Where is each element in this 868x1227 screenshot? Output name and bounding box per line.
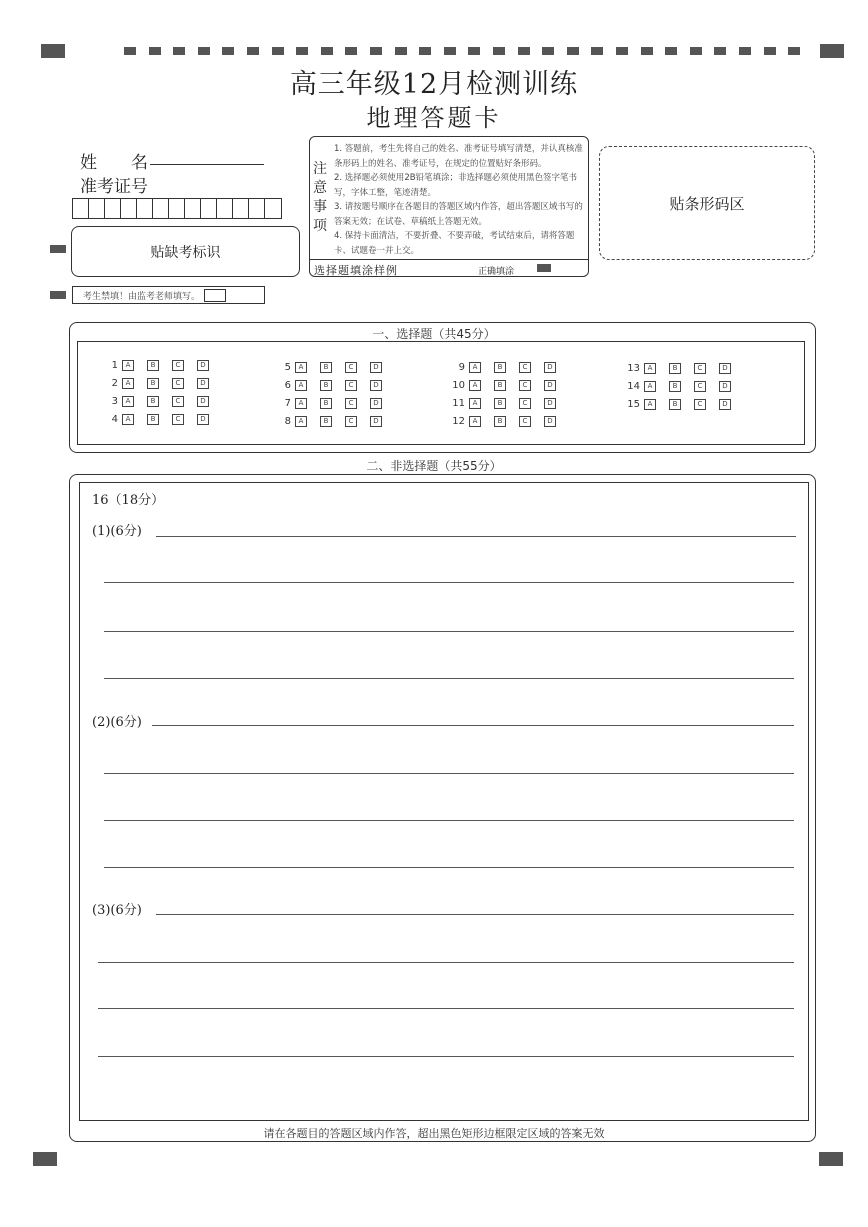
timing-mark [641, 47, 653, 55]
timing-mark [493, 47, 505, 55]
mc-option-c-bubble[interactable]: C [345, 398, 357, 409]
timing-mark [739, 47, 751, 55]
mc-option-a-bubble[interactable]: A [295, 416, 307, 427]
part-2-label: (2)(6分) [92, 715, 142, 730]
corner-mark-top-left [41, 44, 65, 58]
timing-mark [567, 47, 579, 55]
mc-question-14 [620, 381, 744, 392]
mc-question-10 [445, 380, 569, 391]
mc-option-a-bubble[interactable]: A [469, 398, 481, 409]
timing-mark [444, 47, 456, 55]
mc-option-b-bubble[interactable]: B [494, 398, 506, 409]
mc-question-number: 2 [111, 378, 118, 389]
mc-question-6 [271, 380, 395, 391]
timing-mark [518, 47, 530, 55]
mc-option-d-bubble[interactable]: D [719, 381, 731, 392]
notice-item: 4. 保持卡面清洁，不要折叠、不要弄破，考试结束后，请将答题卡、试题卷一并上交。 [334, 231, 575, 256]
timing-mark [542, 47, 554, 55]
mc-option-b-bubble[interactable]: B [494, 362, 506, 373]
mc-option-b-bubble[interactable]: B [320, 362, 332, 373]
mc-question-15 [620, 399, 744, 410]
mc-question-9 [445, 362, 569, 373]
mc-question-3 [98, 396, 222, 407]
mc-option-b-bubble[interactable]: B [494, 380, 506, 391]
timing-mark [665, 47, 677, 55]
mc-question-13 [620, 363, 744, 374]
notice-item: 2. 选择题必须使用2B铅笔填涂；非选择题必须使用黑色签字笔书写，字体工整，笔迹清楚。 [334, 173, 578, 198]
absent-label-text: 贴缺考标识 [150, 244, 221, 261]
mc-option-d-bubble[interactable]: D [370, 398, 382, 409]
mc-option-c-bubble[interactable]: C [172, 396, 184, 407]
mc-option-a-bubble[interactable]: A [122, 378, 134, 389]
timing-mark [788, 47, 800, 55]
mc-option-d-bubble[interactable]: D [197, 378, 209, 389]
barcode-label: 贴条形码区 [669, 194, 745, 213]
mc-question-number: 11 [452, 398, 465, 409]
mc-option-a-bubble[interactable]: A [469, 416, 481, 427]
mc-option-a-bubble[interactable]: A [295, 380, 307, 391]
mc-option-c-bubble[interactable]: C [345, 362, 357, 373]
mc-question-number: 1 [111, 360, 118, 371]
timing-mark [321, 47, 333, 55]
mc-question-number: 5 [284, 362, 291, 373]
mc-section-title: 一、选择题（共45分） [372, 327, 496, 341]
open-section-title: 二、非选择题（共55分） [0, 457, 868, 474]
timing-mark [173, 47, 185, 55]
proctor-note-text: 考生禁填！由监考老师填写。 [83, 291, 201, 302]
mc-question-number: 6 [284, 380, 291, 391]
mc-option-c-bubble[interactable]: C [172, 360, 184, 371]
mc-option-c-bubble[interactable]: C [694, 381, 706, 392]
part-1-label: (1)(6分) [92, 524, 142, 539]
mc-answer-frame [77, 341, 805, 445]
notice-items [334, 142, 584, 258]
mc-option-d-bubble[interactable]: D [197, 360, 209, 371]
timing-mark [764, 47, 776, 55]
mc-option-d-bubble[interactable]: D [544, 416, 556, 427]
answer-line[interactable] [152, 725, 794, 726]
mc-option-d-bubble[interactable]: D [544, 362, 556, 373]
mc-option-a-bubble[interactable]: A [644, 381, 656, 392]
timing-mark [247, 47, 259, 55]
mc-question-number: 13 [627, 363, 640, 374]
mc-option-c-bubble[interactable]: C [694, 363, 706, 374]
mc-option-b-bubble[interactable]: B [669, 363, 681, 374]
mc-option-b-bubble[interactable]: B [147, 360, 159, 371]
open-answer-frame [79, 482, 809, 1121]
timing-mark [591, 47, 603, 55]
answer-line[interactable] [98, 962, 794, 963]
mc-option-c-bubble[interactable]: C [172, 414, 184, 425]
mc-option-c-bubble[interactable]: C [694, 399, 706, 410]
part-3-label: (3)(6分) [92, 903, 142, 918]
mc-option-d-bubble[interactable]: D [370, 380, 382, 391]
mc-question-4 [98, 414, 222, 425]
timing-mark [124, 47, 136, 55]
id-label: 准考证号 [80, 177, 148, 197]
corner-mark-top-right [820, 44, 844, 58]
mc-option-a-bubble[interactable]: A [644, 399, 656, 410]
mc-option-b-bubble[interactable]: B [147, 396, 159, 407]
timing-mark [714, 47, 726, 55]
timing-mark [345, 47, 357, 55]
mc-question-number: 7 [284, 398, 291, 409]
proctor-checkbox[interactable] [204, 289, 226, 302]
timing-mark [296, 47, 308, 55]
answer-line[interactable] [104, 867, 794, 868]
mc-option-c-bubble[interactable]: C [519, 416, 531, 427]
mc-option-d-bubble[interactable]: D [544, 398, 556, 409]
corner-mark-bottom-left [33, 1152, 57, 1166]
corner-mark-bottom-right [819, 1152, 843, 1166]
timing-mark [370, 47, 382, 55]
absent-label-box[interactable] [71, 226, 300, 277]
mc-option-d-bubble[interactable]: D [197, 414, 209, 425]
answer-line[interactable] [104, 678, 794, 679]
mc-option-d-bubble[interactable]: D [719, 363, 731, 374]
notice-separator [309, 259, 589, 260]
timing-mark-left-2 [50, 291, 66, 299]
mc-option-b-bubble[interactable]: B [494, 416, 506, 427]
mc-option-c-bubble[interactable]: C [519, 398, 531, 409]
answer-line[interactable] [104, 773, 794, 774]
fill-sample-icon [537, 264, 551, 272]
timing-mark [395, 47, 407, 55]
timing-mark [198, 47, 210, 55]
answer-line[interactable] [104, 631, 794, 632]
notice-item: 1. 答题前，考生先将自己的姓名、准考证号填写清楚，并认真核准条形码上的姓名、准考证号，在规定的位置贴好条形码。 [334, 144, 583, 169]
mc-question-number: 3 [111, 396, 118, 407]
correct-fill-label: 正确填涂 [478, 267, 515, 277]
mc-question-2 [98, 378, 222, 389]
mc-question-5 [271, 362, 395, 373]
mc-question-number: 9 [458, 362, 465, 373]
mc-question-number: 15 [627, 399, 640, 410]
mc-option-b-bubble[interactable]: B [669, 381, 681, 392]
name-field[interactable] [150, 164, 264, 165]
mc-option-d-bubble[interactable]: D [370, 362, 382, 373]
timing-mark [272, 47, 284, 55]
mc-question-number: 4 [111, 414, 118, 425]
mc-option-a-bubble[interactable]: A [644, 363, 656, 374]
footer-note: 请在各题目的答题区域内作答，超出黑色矩形边框限定区域的答案无效 [263, 1127, 605, 1140]
mc-option-b-bubble[interactable]: B [320, 398, 332, 409]
mc-question-7 [271, 398, 395, 409]
mc-option-d-bubble[interactable]: D [197, 396, 209, 407]
mc-option-c-bubble[interactable]: C [519, 362, 531, 373]
page-title: 高三年级12月检测训练 [289, 69, 579, 100]
mc-option-a-bubble[interactable]: A [469, 362, 481, 373]
notice-heading: 注 意 事 项 [313, 161, 327, 234]
mc-option-a-bubble[interactable]: A [469, 380, 481, 391]
answer-line[interactable] [98, 1056, 794, 1057]
timing-mark [616, 47, 628, 55]
timing-mark [690, 47, 702, 55]
timing-mark-left-1 [50, 245, 66, 253]
proctor-note-box [72, 286, 265, 304]
mc-option-d-bubble[interactable]: D [370, 416, 382, 427]
mc-option-b-bubble[interactable]: B [320, 380, 332, 391]
mc-option-a-bubble[interactable]: A [122, 396, 134, 407]
mc-question-number: 8 [284, 416, 291, 427]
timing-mark [222, 47, 234, 55]
mc-option-c-bubble[interactable]: C [172, 378, 184, 389]
mc-option-b-bubble[interactable]: B [669, 399, 681, 410]
mc-option-a-bubble[interactable]: A [122, 360, 134, 371]
mc-question-1 [98, 360, 222, 371]
mc-question-number: 10 [452, 380, 465, 391]
id-number-grid[interactable] [72, 198, 282, 219]
answer-line[interactable] [98, 1008, 794, 1009]
mc-option-a-bubble[interactable]: A [122, 414, 134, 425]
mc-question-number: 14 [627, 381, 640, 392]
name-label: 姓 名 [80, 153, 148, 173]
mc-option-a-bubble[interactable]: A [295, 362, 307, 373]
mc-option-b-bubble[interactable]: B [320, 416, 332, 427]
mc-option-c-bubble[interactable]: C [345, 380, 357, 391]
mc-option-d-bubble[interactable]: D [719, 399, 731, 410]
timing-mark [419, 47, 431, 55]
mc-question-number: 12 [452, 416, 465, 427]
barcode-area[interactable] [599, 146, 815, 260]
answer-line[interactable] [104, 820, 794, 821]
q16-label: 16（18分） [92, 493, 165, 508]
answer-line[interactable] [104, 582, 794, 583]
timing-mark [468, 47, 480, 55]
mc-option-c-bubble[interactable]: C [519, 380, 531, 391]
notice-item: 3. 请按题号顺序在各题目的答题区域内作答，超出答题区域书写的答案无效；在试卷、草稿纸上答题无效。 [334, 202, 583, 227]
mc-option-c-bubble[interactable]: C [345, 416, 357, 427]
fill-example-label: 选择题填涂样例 [314, 264, 398, 277]
mc-option-a-bubble[interactable]: A [295, 398, 307, 409]
mc-question-11 [445, 398, 569, 409]
mc-option-b-bubble[interactable]: B [147, 414, 159, 425]
mc-question-12 [445, 416, 569, 427]
page-subtitle: 地理答题卡 [366, 104, 502, 132]
mc-option-d-bubble[interactable]: D [544, 380, 556, 391]
timing-mark [149, 47, 161, 55]
answer-line[interactable] [156, 536, 796, 537]
answer-line[interactable] [156, 914, 794, 915]
mc-option-b-bubble[interactable]: B [147, 378, 159, 389]
mc-question-8 [271, 416, 395, 427]
